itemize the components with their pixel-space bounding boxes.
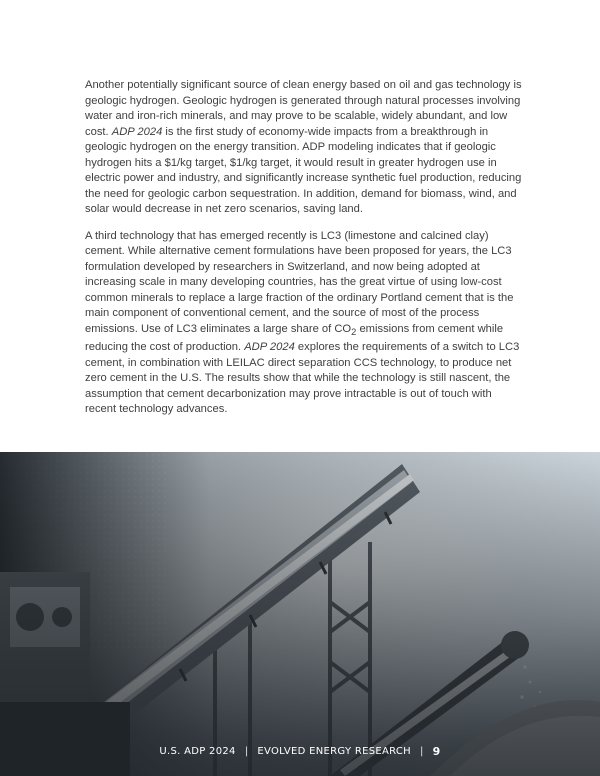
body-text — [85, 78, 523, 429]
page-number: 9 — [432, 744, 441, 758]
paragraph — [85, 78, 523, 218]
text-run: A third technology that has emerged recently is LC3 (limestone and calcined clay) cement. While alternative cement formulations have been proposed for years, the LC3 formulation developed by researchers in Switzerland, and now being adopted at increasing scale in many developing countries, has the great virtue of using low-cost common minerals to replace a large fraction of the ordinary Portland cement that is the main component of conventional cement, and the source of most of the process emissions. Use of LC3 eliminates a large share of CO — [85, 229, 514, 335]
footer-report-title: U.S. ADP 2024 — [159, 745, 236, 757]
footer-org-name: EVOLVED ENERGY RESEARCH — [257, 745, 411, 757]
footer-separator: | — [244, 745, 249, 757]
paragraph — [85, 229, 523, 418]
page-footer — [0, 741, 600, 761]
text-run-italic: ADP 2024 — [111, 125, 163, 138]
cement-plant-photo — [0, 452, 600, 776]
text-run: emissions from cement while reducing the cost of production. — [85, 322, 504, 354]
text-run-italic: ADP 2024 — [244, 341, 295, 354]
text-run: is the first study of economy-wide impacts from a breakthrough in geologic hydrogen on the energy transition. ADP modeling indicates that if geologic hydrogen hits a $1/kg target, $1/kg target, it would result in greater hydrogen use in electric power and industry, and significantly increase synthetic fuel production, reducing the need for geologic carbon sequestration. In addition, demand for biomass, wind, and solar would decrease in net zero scenarios, saving land. — [85, 125, 522, 215]
subscript: 2 — [351, 326, 357, 337]
footer-separator: | — [419, 745, 424, 757]
text-run: explores the requirements of a switch to LC3 cement, in combination with LEILAC direct separation CCS technology, to produce net zero cement in the U.S. The results show that while the technology is still nascent, the assumption that cement decarbonization may prove intractable is out of touch with recent technology advances. — [85, 341, 520, 416]
text-run: Another potentially significant source of clean energy based on oil and gas technology is geologic hydrogen. Geologic hydrogen is generated through natural processes involving water and iron-rich minerals, and may prove to be scalable, widely abundant, and low cost. — [85, 79, 522, 138]
